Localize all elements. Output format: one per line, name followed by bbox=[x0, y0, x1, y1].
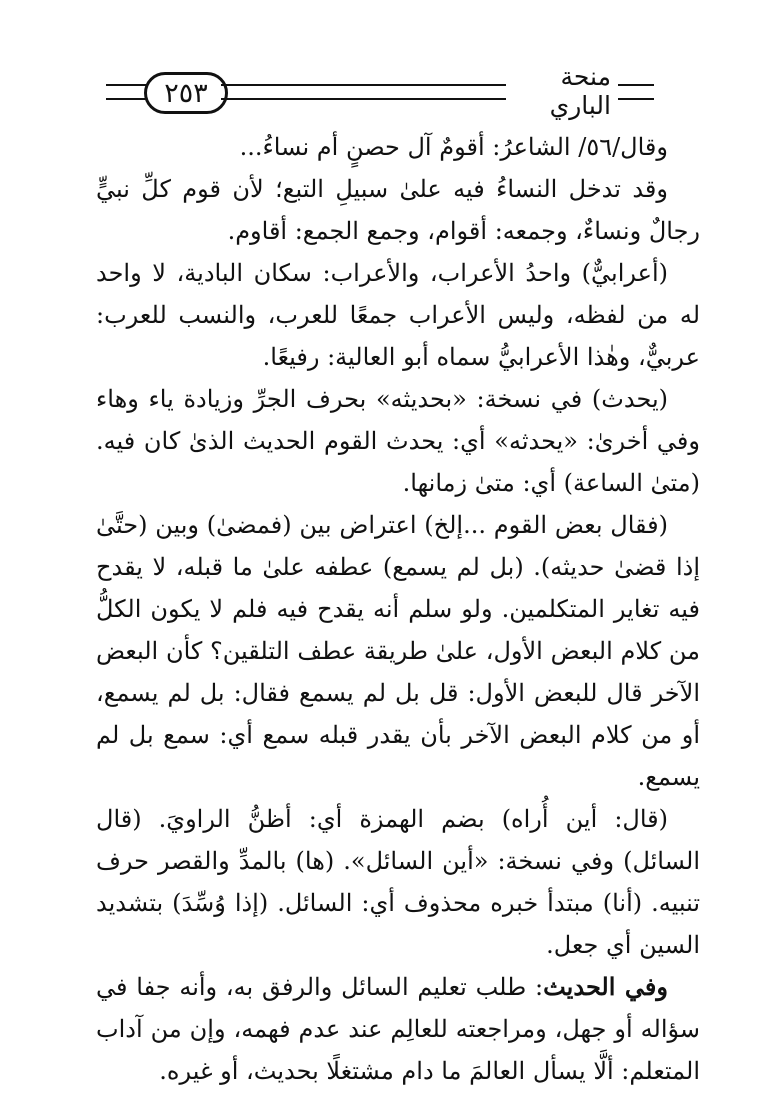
paragraph-some-people: (فقال بعض القوم ...إلخ) اعتراض بين (فمضىٰ) وبين (حتَّىٰ إذا قضىٰ حديثه). (بل لم يسمع) عطفه علىٰ ما قبله، لا يقدح فيه تغاير المتكلمين. ولو سلم أنه يقدح فيه فلم لا يكون الكلُّ من كلام البعض الأول، علىٰ طريقة عطف التلقين؟ كأن البعض الآخر قال للبعض الأول: قل بل لم يسمع فقال: بل لم يسمع، أو من كلام البعض الآخر بأن يقدر قبله سمع أي: سمع بل لم يسمع. bbox=[96, 511, 700, 791]
hadith-lessons-text: : طلب تعليم السائل والرفق به، وأنه جفا في سؤاله أو جهل، ومراجعته للعالِم عند عدم فهمه، وإن من آداب المتعلم: ألَّا يسأل العالمَ ما دام مشتغلًا بحديث، أو غيره. bbox=[96, 973, 700, 1085]
page-number: ٢٥٣ bbox=[144, 72, 228, 114]
header-right-rule bbox=[618, 84, 654, 100]
paragraph-narrates: (يحدث) في نسخة: «بحديثه» بحرف الجرِّ وزيادة ياء وهاء وفي أخرىٰ: «يحدثه» أي: يحدث القوم الحديث الذىٰ كان فيه. (متىٰ الساعة) أي: متىٰ زمانها. bbox=[96, 385, 700, 497]
paragraph-women-note: وقد تدخل النساءُ فيه علىٰ سبيلِ التبع؛ لأن قوم كلِّ نبيٍّ رجالٌ ونساءٌ، وجمعه: أقوام، وجمع الجمع: أقاوم. bbox=[96, 175, 700, 245]
header-middle-rule bbox=[221, 84, 506, 100]
paragraph-hadith-lessons bbox=[96, 966, 700, 1092]
hadith-heading: وفي الحديث bbox=[543, 972, 668, 1001]
paragraph-bedouin: (أعرابيٌّ) واحدُ الأعراب، والأعراب: سكان البادية، لا واحد له من لفظه، وليس الأعراب جمعًا للعرب، والنسب للعرب: عربيٌّ، وهٰذا الأعرابيُّ سماه أبو العالية: رفيعًا. bbox=[96, 259, 700, 371]
page-header bbox=[96, 62, 656, 120]
paragraph-questioner: (قال: أين أُراه) بضم الهمزة أي: أظنُّ الراويَ. (قال السائل) وفي نسخة: «أين السائل». (ها) بالمدِّ والقصر حرف تنبيه. (أنا) مبتدأ خبره محذوف أي: السائل. (إذا وُسِّدَ) بتشديد السين أي جعل. bbox=[96, 805, 701, 959]
header-left-rule bbox=[106, 84, 146, 100]
running-title: منحة الباري bbox=[511, 74, 611, 108]
page-content bbox=[96, 120, 700, 1092]
paragraph-verse: وقال/٥٦/ الشاعرُ: أقومٌ آل حصنٍ أم نساءُ... bbox=[239, 133, 668, 161]
